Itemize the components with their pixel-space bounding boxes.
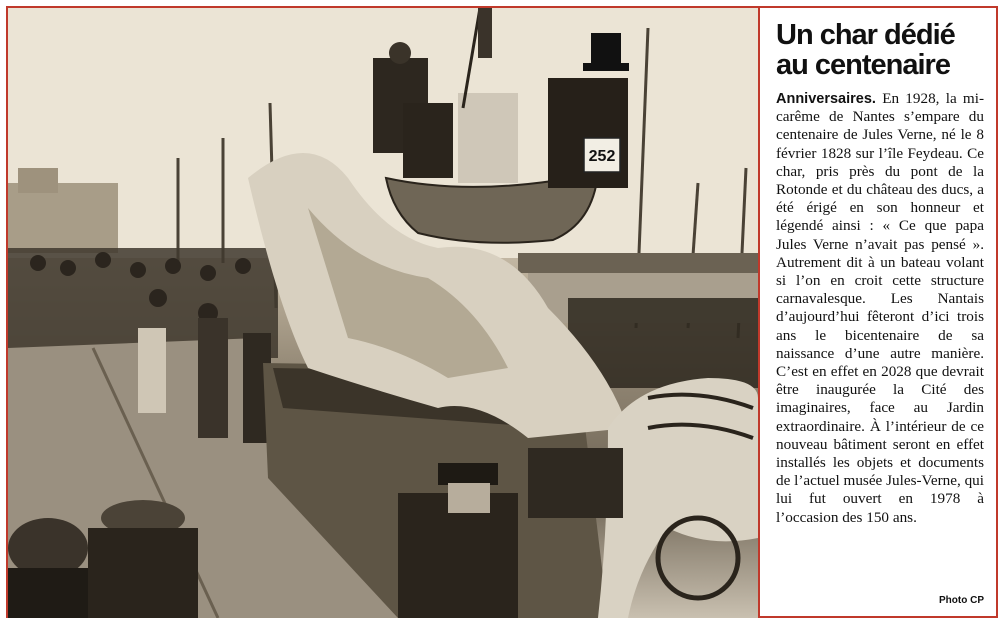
article-lead: Anniversaires. <box>776 91 876 107</box>
article-headline: Un char dédié au centenaire <box>776 19 955 81</box>
article-body <box>776 90 984 527</box>
article-text: En 1928, la mi-carême de Nantes s’empare du centenaire de Jules Verne, né le 8 février 1828 sur l’île Feydeau. Ce char, pris près du pont de la Rotonde et du château des ducs, a été érigé en son honneur et légendé ainsi : « Ce que papa Jules Verne n’avait pas pensé ». Autrement dit à un bateau volant si l’on en croit cette structure carnavalesque. Les Nantais d’aujourd’hui fêteront d’ici trois ans le bicentenaire de sa naissance d’une autre manière. C’est en effet en 2028 que devrait être inaugurée la Cité des imaginaires, face au Jardin extraordinaire. À l’intérieur de ce nouveau bâtiment seront en effet installés les objets et documents de l’actuel musée Jules-Verne, qui lui fut ouvert en 1978 à l’occasion des 150 ans. <box>776 90 985 526</box>
archive-photo <box>8 8 758 618</box>
column-divider <box>758 8 760 618</box>
float-number-sign: 252 <box>588 148 616 165</box>
photo-credit: Photo CP <box>939 595 984 606</box>
article-column <box>772 12 984 612</box>
